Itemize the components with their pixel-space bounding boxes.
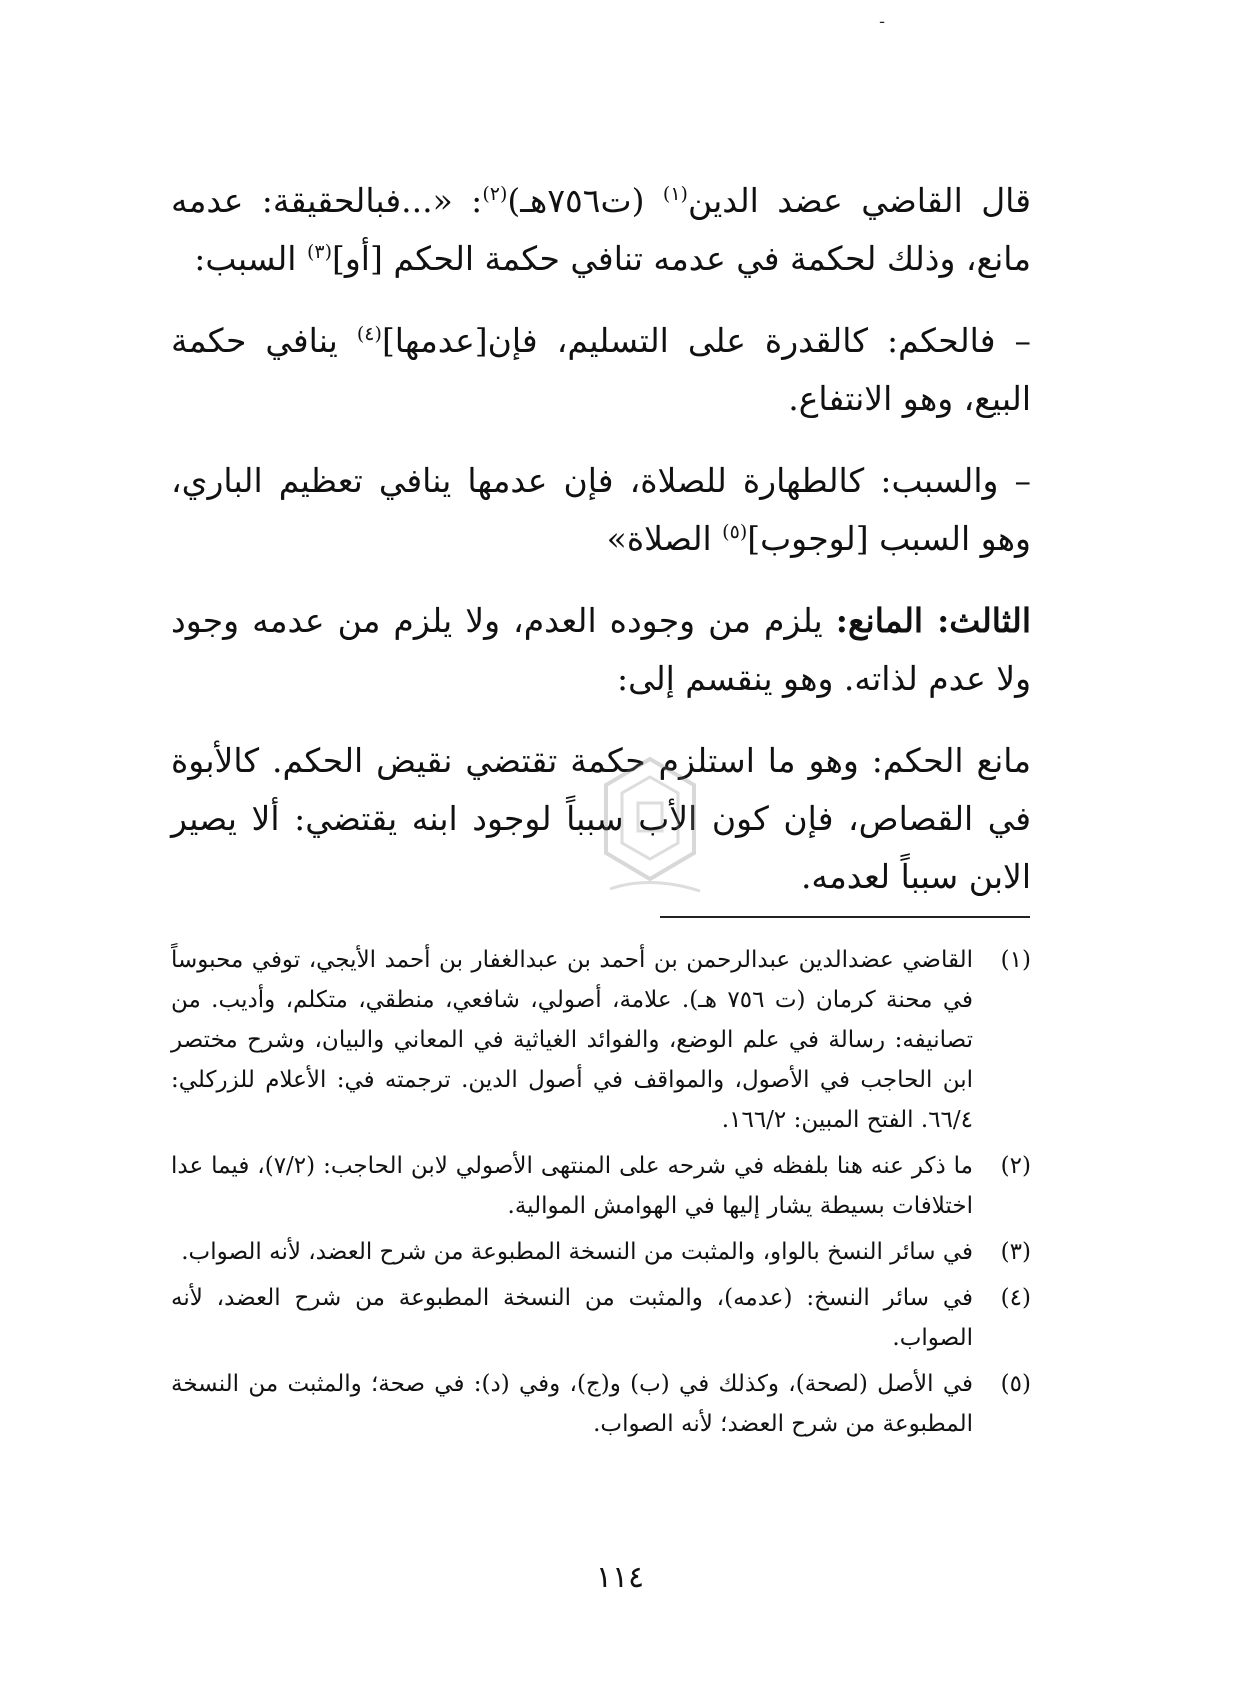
footnote-text: القاضي عضدالدين عبدالرحمن بن أحمد بن عبدالغفار بن أحمد الأيجي، توفي محبوساً في محنة كرمان (ت ٧٥٦ هـ). علامة، أصولي، شافعي، منطقي، متكلم، وأديب. من تصانيفه: رسالة في علم الوضع، والفوائد الغياثية في المعاني والبيان، وشرح مختصر ابن الحاجب في الأصول، والمواقف في أصول الدين. ترجمته في: الأعلام للزركلي: ٦٦/٤. الفتح المبين: ١٦٦/٢. <box>171 947 973 1133</box>
text-segment: (ت٧٥٦هـ) <box>507 181 663 220</box>
footnote-text: في سائر النسخ بالواو، والمثبت من النسخة المطبوعة من شرح العضد، لأنه الصواب. <box>181 1239 973 1265</box>
text-segment: السبب: <box>194 239 307 278</box>
footnote-number: (٢) <box>1000 1153 1031 1179</box>
text-segment: – فالحكم: كالقدرة على التسليم، فإن[عدمها] <box>381 321 1031 360</box>
footnote-number: (١) <box>1000 947 1031 973</box>
footnote-4 <box>171 1278 1031 1358</box>
footnote-ref-4[interactable]: (٤) <box>356 323 382 345</box>
page-number: ١١٤ <box>595 1560 645 1595</box>
text-segment: : «...فبالحقيقة: عدمه مانع، وذلك لحكمة في عدمه تنافي حكمة الحكم [أو] <box>171 181 1031 278</box>
footnote-ref-2[interactable]: (٢) <box>482 183 508 205</box>
footnote-text: في الأصل (لصحة)، وكذلك في (ب) و(ج)، وفي (د): في صحة؛ والمثبت من النسخة المطبوعة من شرح العضد؛ لأنه الصواب. <box>171 1371 973 1437</box>
footnote-ref-3[interactable]: (٣) <box>306 241 332 263</box>
footnote-number: (٥) <box>1000 1371 1031 1397</box>
footnote-5 <box>171 1364 1031 1444</box>
footnote-ref-5[interactable]: (٥) <box>722 521 748 543</box>
footnote-ref-1[interactable]: (١) <box>662 183 688 205</box>
text-segment: يلزم من وجوده العدم، ولا يلزم من عدمه وجود ولا عدم لذاته. وهو ينقسم إلى: <box>171 601 1031 698</box>
footnote-1 <box>171 940 1031 1140</box>
paragraph-qadi-quote <box>171 172 1031 288</box>
top-mark: ـ <box>880 11 885 27</box>
footnotes <box>171 940 1031 1450</box>
footnote-2 <box>171 1146 1031 1226</box>
footnote-separator <box>660 916 1030 918</box>
paragraph-sabab <box>171 452 1031 568</box>
library-seal-watermark <box>590 755 710 905</box>
paragraph-third-mani <box>171 592 1031 708</box>
paragraph-hukm <box>171 312 1031 428</box>
text-segment: – والسبب: كالطهارة للصلاة، فإن عدمها ينافي تعظيم الباري، وهو السبب [لوجوب] <box>171 461 1031 558</box>
section-heading: الثالث: المانع: <box>835 601 1031 640</box>
footnote-3 <box>171 1232 1031 1272</box>
text-segment: الصلاة» <box>606 519 723 558</box>
text-segment: قال القاضي عضد الدين <box>687 181 1032 220</box>
footnote-number: (٣) <box>1000 1239 1031 1265</box>
text-segment: ينافي حكمة البيع، وهو الانتفاع. <box>171 321 1031 418</box>
footnote-text: ما ذكر عنه هنا بلفظه في شرحه على المنتهى الأصولي لابن الحاجب: (٧/٢)، فيما عدا اختلافات بسيطة يشار إليها في الهوامش الموالية. <box>171 1153 973 1219</box>
footnote-text: في سائر النسخ: (عدمه)، والمثبت من النسخة المطبوعة من شرح العضد، لأنه الصواب. <box>171 1285 973 1351</box>
footnote-number: (٤) <box>1000 1285 1031 1311</box>
paragraph-mani-hukm: مانع الحكم: وهو ما استلزم حكمة تقتضي نقيض الحكم. كالأبوة في القصاص، فإن كون الأب سبباً لوجود ابنه يقتضي: ألا يصير الابن سبباً لعدمه. <box>171 741 1032 896</box>
